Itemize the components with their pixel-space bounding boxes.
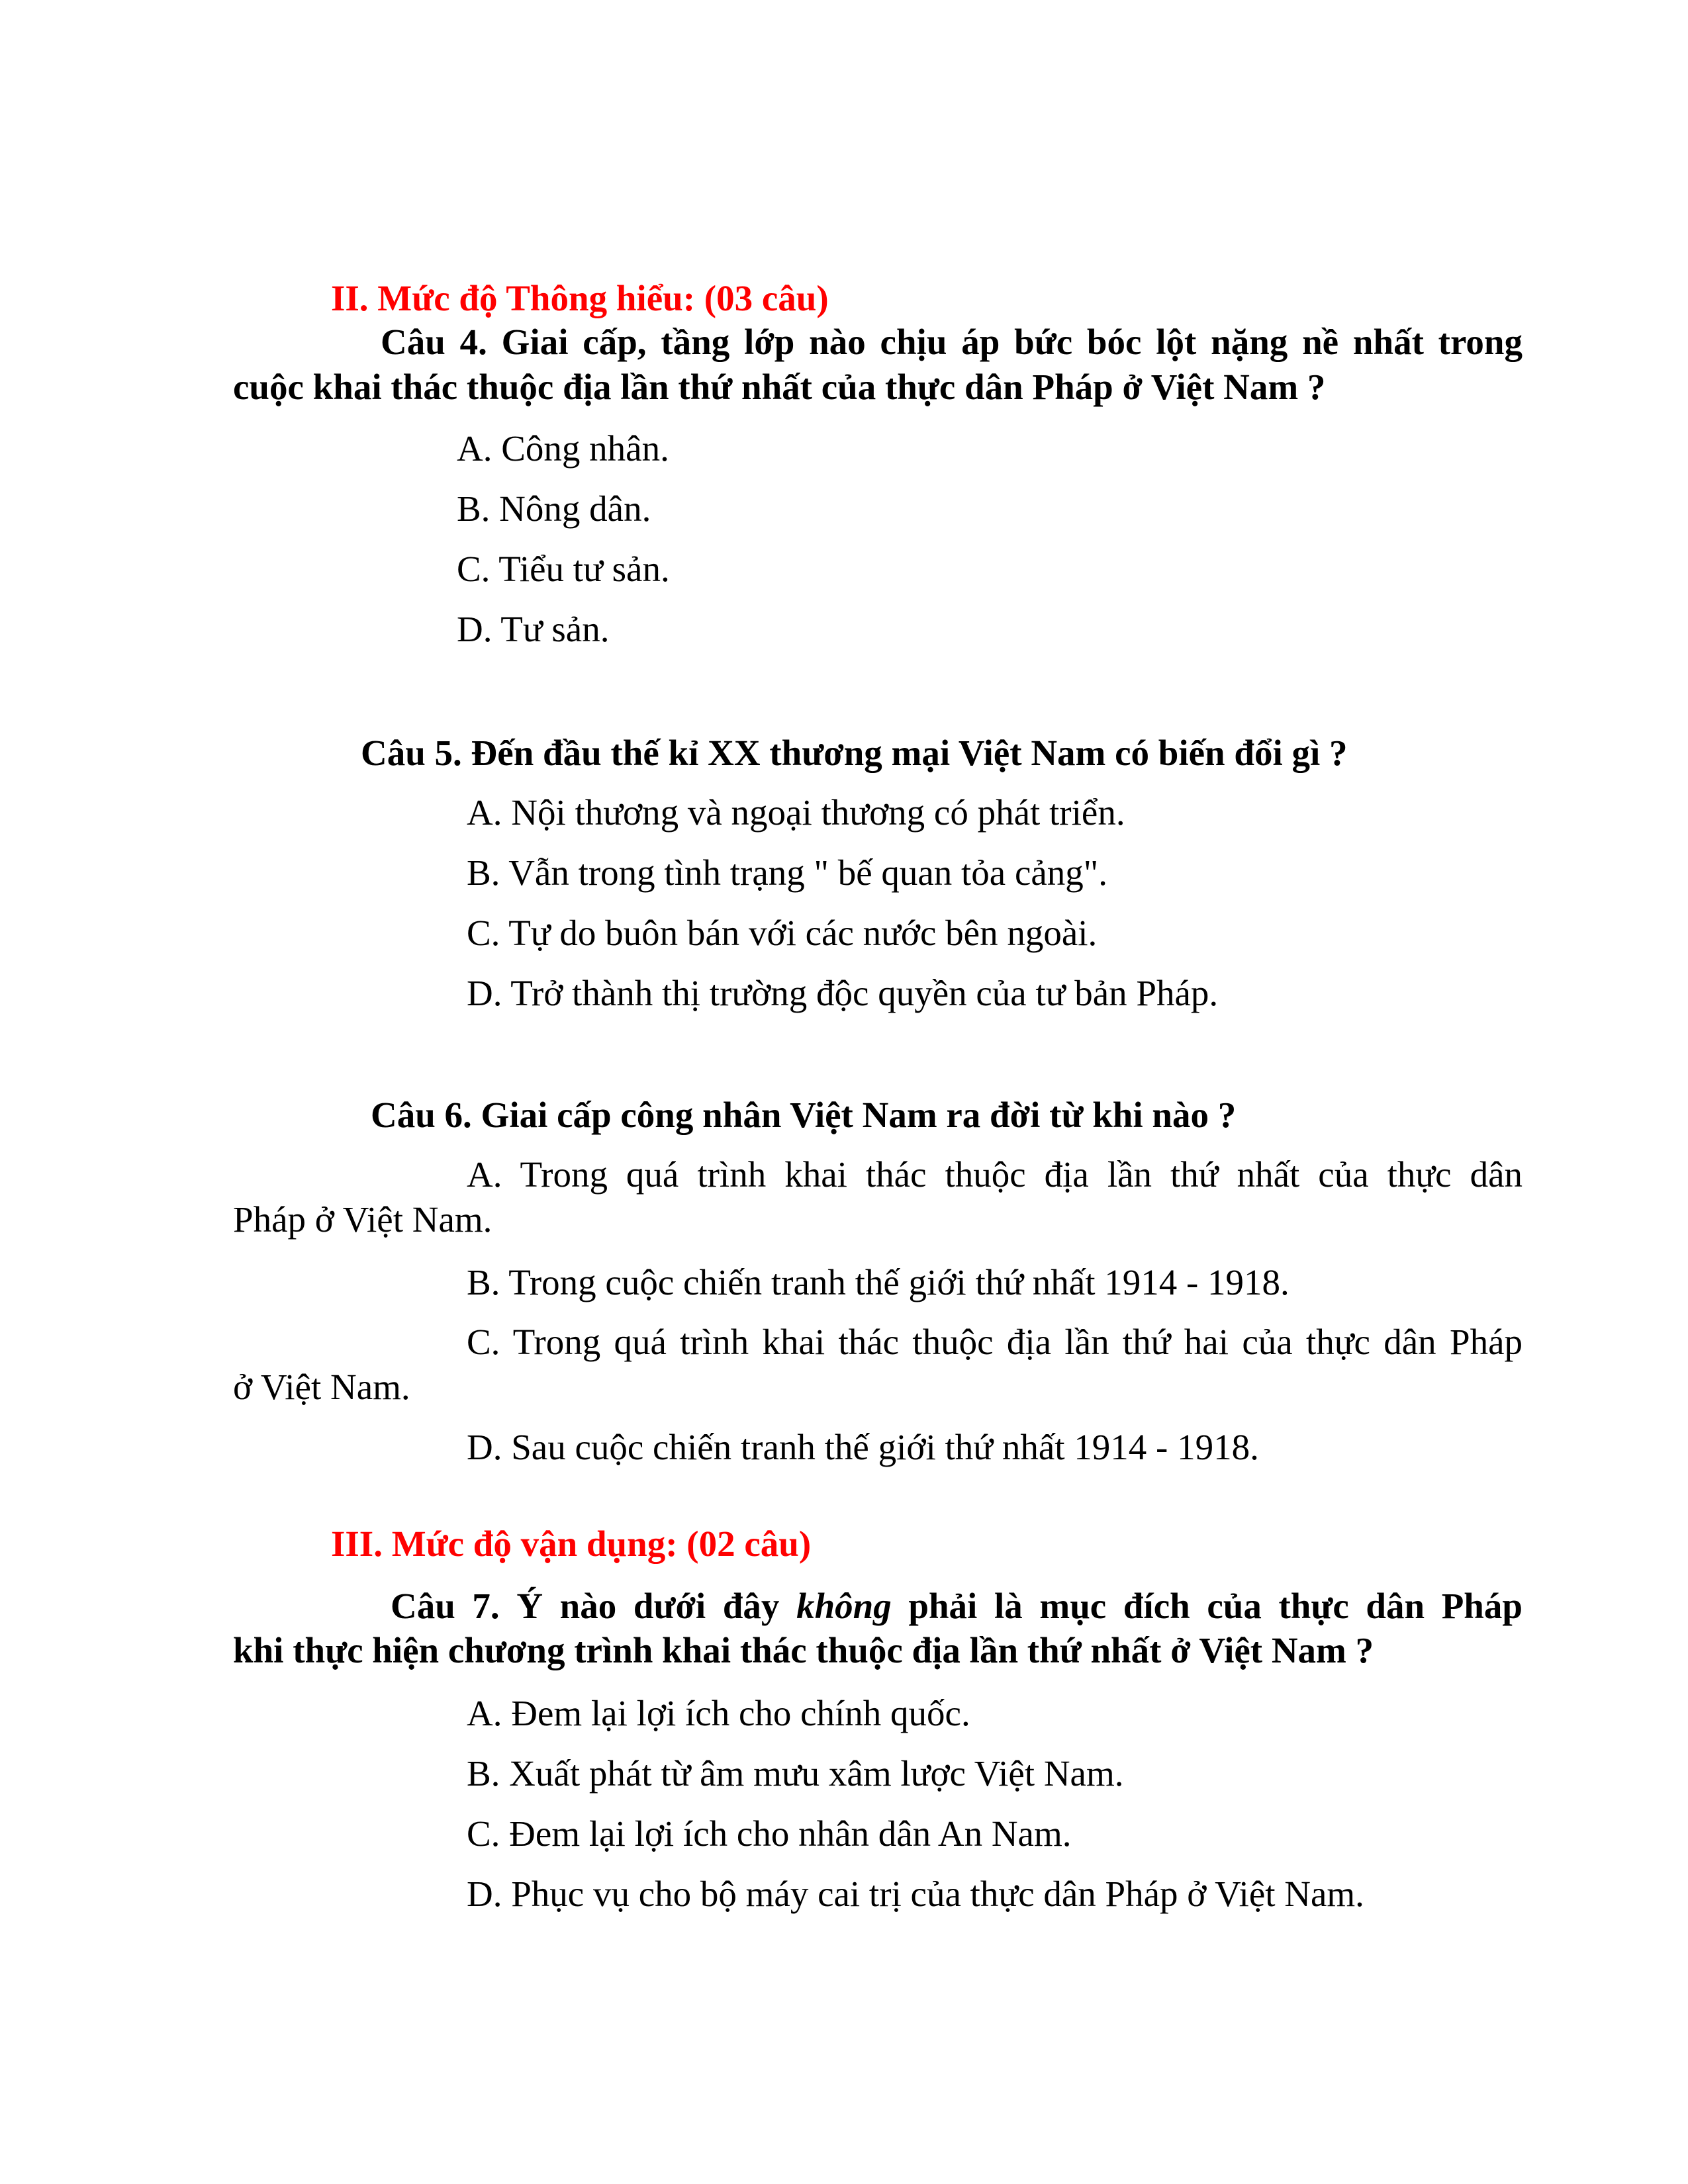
question-7-text-after: phải là mục đích của thực dân Pháp — [891, 1586, 1523, 1626]
question-6-option-a-line-2: Pháp ở Việt Nam. — [233, 1199, 492, 1240]
question-6: Câu 6. Giai cấp công nhân Việt Nam ra đời từ khi nào ? — [371, 1095, 1237, 1135]
question-7-text-before: Câu 7. Ý nào dưới đây — [391, 1586, 797, 1626]
question-6-option-c-line-2: ở Việt Nam. — [233, 1367, 410, 1407]
question-4-line-2: cuộc khai thác thuộc địa lần thứ nhất của thực dân Pháp ở Việt Nam ? — [233, 367, 1326, 407]
question-5-option-c: C. Tự do buôn bán với các nước bên ngoài. — [467, 913, 1098, 953]
question-7-option-b: B. Xuất phát từ âm mưu xâm lược Việt Nam. — [467, 1753, 1124, 1794]
question-5-option-d: D. Trở thành thị trường độc quyền của tư bản Pháp. — [467, 973, 1219, 1013]
question-4-option-a: A. Công nhân. — [457, 428, 669, 469]
question-6-option-d: D. Sau cuộc chiến tranh thế giới thứ nhất 1914 - 1918. — [467, 1427, 1259, 1467]
question-7-option-a: A. Đem lại lợi ích cho chính quốc. — [467, 1693, 970, 1733]
question-4-option-b: B. Nông dân. — [457, 488, 651, 529]
question-5: Câu 5. Đến đầu thế kỉ XX thương mại Việt Nam có biến đổi gì ? — [361, 733, 1348, 773]
question-5-option-a: A. Nội thương và ngoại thương có phát triển. — [467, 792, 1125, 833]
question-6-option-a-line-1: A. Trong quá trình khai thác thuộc địa lần thứ nhất của thực dân — [467, 1154, 1523, 1195]
question-7-line-2: khi thực hiện chương trình khai thác thuộc địa lần thứ nhất ở Việt Nam ? — [233, 1630, 1374, 1670]
question-7-emphasis: không — [796, 1586, 892, 1626]
question-7-option-c: C. Đem lại lợi ích cho nhân dân An Nam. — [467, 1813, 1072, 1854]
question-7-line-1 — [391, 1584, 1523, 1628]
question-4-option-c: C. Tiểu tư sản. — [457, 549, 670, 589]
question-5-option-b: B. Vẫn trong tình trạng " bế quan tỏa cảng". — [467, 852, 1107, 893]
section-heading-3: III. Mức độ vận dụng: (02 câu) — [331, 1524, 812, 1564]
section-heading-2: II. Mức độ Thông hiểu: (03 câu) — [331, 278, 829, 318]
question-6-option-b: B. Trong cuộc chiến tranh thế giới thứ nhất 1914 - 1918. — [467, 1262, 1289, 1302]
question-4-option-d: D. Tư sản. — [457, 609, 610, 649]
question-4-line-1: Câu 4. Giai cấp, tầng lớp nào chịu áp bức bóc lột nặng nề nhất trong — [381, 322, 1523, 362]
question-6-option-c-line-1: C. Trong quá trình khai thác thuộc địa lần thứ hai của thực dân Pháp — [467, 1322, 1523, 1362]
question-7-option-d: D. Phục vụ cho bộ máy cai trị của thực dân Pháp ở Việt Nam. — [467, 1874, 1364, 1914]
